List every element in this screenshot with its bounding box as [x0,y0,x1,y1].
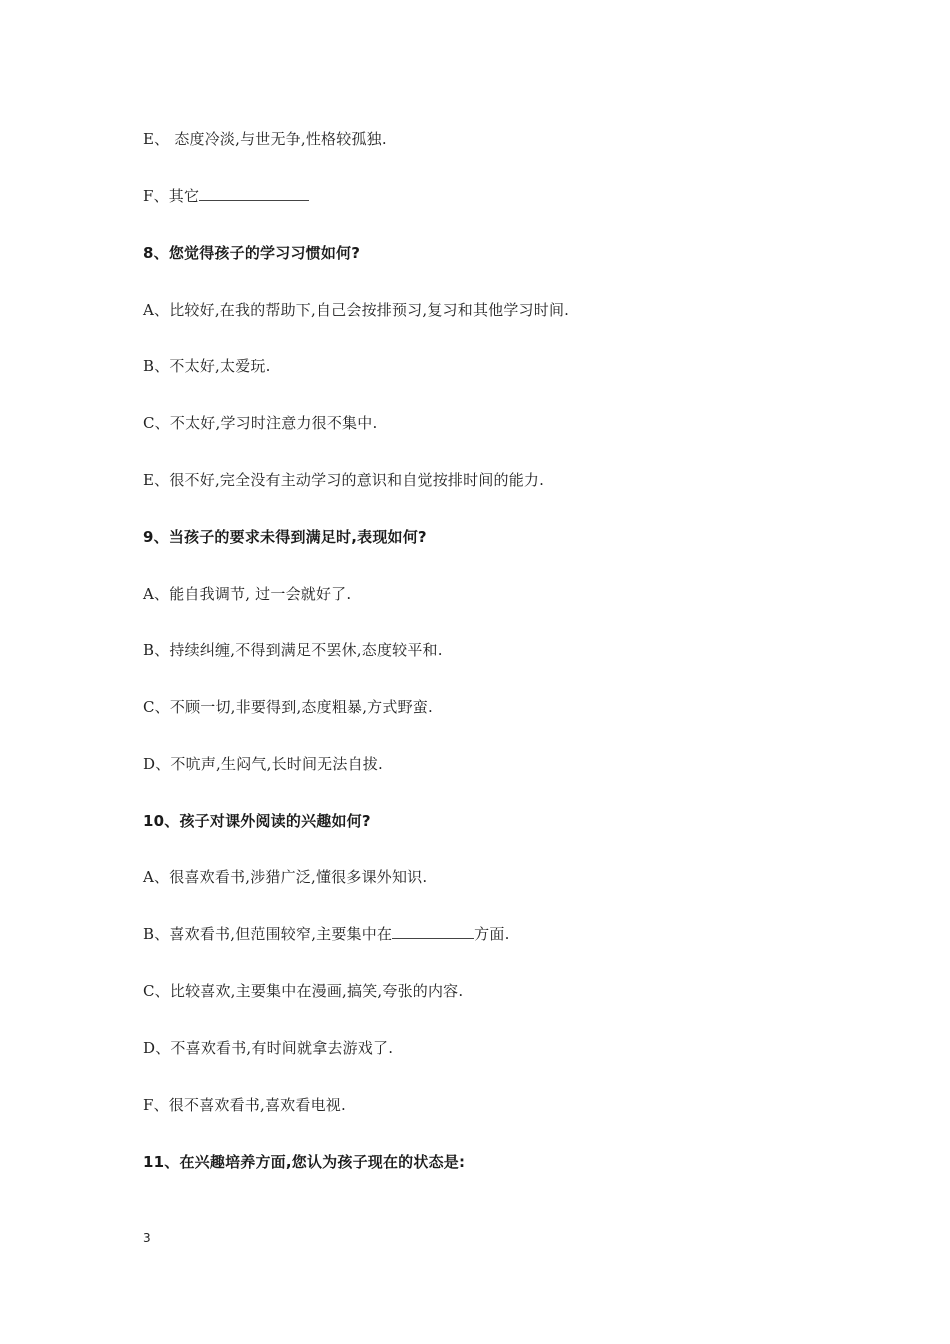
option-text: F、其它 [143,187,200,205]
option-10d [143,1038,393,1058]
option-8a [143,300,569,320]
option-text: B、喜欢看书,但范围较窄,主要集中在 [143,925,393,943]
option-10f [143,1095,346,1115]
option-text: B、持续纠缠,不得到满足不罢休,态度较平和. [143,641,443,659]
option-text: E、很不好,完全没有主动学习的意识和自觉按排时间的能力. [143,471,545,489]
question-text: 11、在兴趣培养方面,您认为孩子现在的状态是: [143,1153,466,1171]
option-10a [143,867,427,887]
option-text: E、 态度冷淡,与世无争,性格较孤独. [143,130,387,148]
option-10b [143,924,510,944]
option-text: D、不喜欢看书,有时间就拿去游戏了. [143,1039,394,1057]
option-text: F、很不喜欢看书,喜欢看电视. [143,1096,346,1114]
question-text: 9、当孩子的要求未得到满足时,表现如何? [143,528,427,546]
option-text: A、能自我调节, 过一会就好了. [143,585,352,603]
option-7f [143,186,309,206]
option-9b [143,640,443,660]
option-9d [143,754,383,774]
fill-in-blank [199,186,309,201]
option-text: C、比较喜欢,主要集中在漫画,搞笑,夸张的内容. [143,982,464,1000]
option-text: C、不顾一切,非要得到,态度粗暴,方式野蛮. [143,698,433,716]
option-text: C、不太好,学习时注意力很不集中. [143,414,378,432]
question-8 [143,243,360,263]
question-text: 8、您觉得孩子的学习习惯如何? [143,244,361,262]
question-10 [143,811,371,831]
fill-in-blank [392,924,474,939]
option-9c [143,697,433,717]
option-8e [143,470,544,490]
question-9 [143,527,427,547]
option-text-after: 方面. [474,925,510,943]
option-text: A、很喜欢看书,涉猎广泛,懂很多课外知识. [143,868,428,886]
option-text: B、不太好,太爱玩. [143,357,271,375]
question-text: 10、孩子对课外阅读的兴趣如何? [143,812,371,830]
option-8b [143,356,271,376]
option-text: A、比较好,在我的帮助下,自己会按排预习,复习和其他学习时间. [143,301,570,319]
option-7e [143,129,387,149]
option-10c [143,981,463,1001]
option-text: D、不吭声,生闷气,长时间无法自拔. [143,755,383,773]
question-11 [143,1152,465,1172]
option-9a [143,584,351,604]
option-8c [143,413,377,433]
page-number: 3 [143,1231,151,1245]
